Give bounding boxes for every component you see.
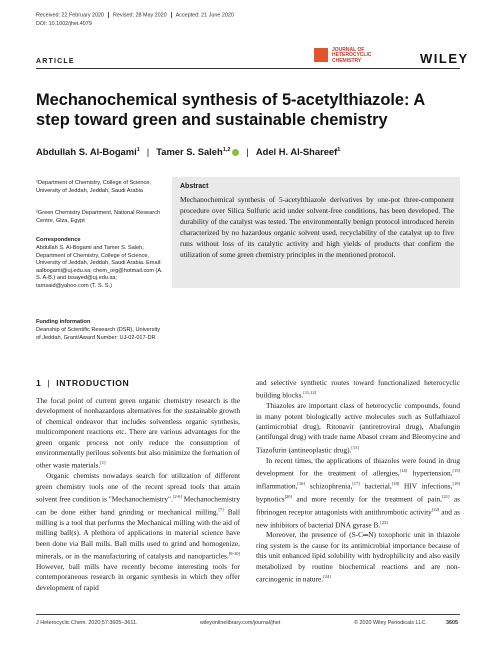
footer-rule (36, 614, 460, 615)
footer-copyright: © 2020 Wiley Periodicals LLC. (354, 620, 427, 626)
paragraph: and selective synthetic routes toward functionalized heterocyclic building blocks.[11,12] (256, 378, 460, 400)
funding-heading (36, 319, 164, 327)
orcid-icon[interactable] (232, 149, 239, 156)
abstract-heading: Abstract (180, 183, 209, 190)
left-column (36, 396, 240, 593)
paragraph: In recent times, the applications of thiazoles were found in drug development for the treatment of allergies,[14] hypertension,[15] inflammation,[16] schizophrenia,[17] bacterial,[18] HIV infections,[19] hypnotics[20] and more recently for the treatment of pain,[21] as fibrinogen receptor antagonists with antithrombotic activity[22] and as new inhibitors of bacterial DNA gyrase B.[23] (256, 455, 460, 529)
citation-ref[interactable]: [21] (442, 493, 450, 499)
citation-ref[interactable]: [19] (452, 480, 460, 486)
correspondence-heading (36, 237, 164, 245)
accepted-date: Accepted: 21 June 2020 (175, 12, 234, 19)
correspondence-heading-text: Correspondence (36, 237, 81, 243)
paragraph: Moreover, the presence of (S-C═N) toxophoric unit in thiazole ring system is the cause for its antimicrobial importance because of this unit enhanced lipid solubility with hydrophilicity and also easily metabolized by routine biochemical reactions and are non-carcinogenic in nature.[24] (256, 530, 460, 584)
journal-logo-text: JOURNAL OF HETEROCYCLIC CHEMISTRY (332, 47, 372, 64)
article-type: ARTICLE (36, 58, 75, 65)
citation-ref[interactable]: [8-10] (228, 551, 240, 556)
citation-ref[interactable]: [2-6] (172, 494, 182, 500)
footer-url[interactable]: wileyonlinelibrary.com/journal/jhet (200, 620, 281, 626)
citation-ref[interactable]: [24] (323, 573, 331, 579)
author-name[interactable]: Abdullah S. Al-Bogami (36, 146, 137, 157)
header-rule (36, 68, 460, 69)
citation-ref[interactable]: [17] (352, 480, 360, 486)
author-list (36, 146, 340, 157)
divider (171, 12, 172, 18)
article-dates (36, 12, 460, 18)
abstract-text: Mechanochemical synthesis of 5-acetylthiazole derivatives by one-pot three-component procedure over Silica Sulfuric acid under solvent-free conditions, has been developed. The durability of the catalyst was tested. The environmentally benign protocol introduced herein characterized by no hazardous organic solvent used, recyclability of the catalyst up to five runs without loss of its catalytic activity and high yields of products that confirm the utilization of some green chemistry principles in the mentioned protocol. (180, 195, 454, 260)
funding-heading-text: Funding information (36, 319, 91, 325)
citation-ref[interactable]: [7] (218, 506, 224, 512)
citation-ref[interactable]: [14] (399, 468, 408, 474)
citation-ref[interactable]: [18] (391, 480, 400, 486)
author-name[interactable]: Adel H. Al-Shareef (255, 146, 338, 157)
citation-ref[interactable]: [15] (452, 468, 460, 474)
section-heading (36, 378, 129, 388)
publisher-logo: WILEY (420, 51, 469, 66)
divider: | (47, 378, 51, 388)
citation-ref[interactable]: [20] (284, 493, 293, 499)
paragraph: Organic chemists nowadays search for utilization of different green chemistry tools one of the recent spread tools that attain solvent free condition is "Mechanochemistry".[2-6] Mechanochemistry can be done either hand grinding or mechanical milling.[7] Ball milling is a tool that performs the Mechanical milling with the aid of milling ball(s). A plethora of applications in material science have been done via Ball mills. Ball mills used to grind and homogenize, minerals, or in the manufacturing of catalysts and nanoparticles.[8-10] However, ball mills have recently become interesting tools for contemporaneous research in organic synthesis in which they offer development of rapid (36, 471, 240, 592)
affiliation: ²Green Chemistry Department, National Research Centre, Giza, Egypt (36, 210, 161, 224)
doi[interactable]: DOI: 10.1002/jhet.4079 (36, 21, 92, 27)
received-date: Received: 22 February 2020 (36, 12, 105, 19)
citation-ref[interactable]: [16] (297, 480, 305, 486)
journal-logo (314, 48, 424, 70)
section-number: 1 (36, 378, 42, 388)
divider: | (146, 146, 150, 157)
citation-ref[interactable]: [13] (351, 444, 359, 450)
paragraph: The focal point of current green organic chemistry research is the development of nonhazardous alternatives for the sustainable growth of chemical endeavor that includes solventless organic synthesis, multicomponent reactions etc. There are various advantages for the green organic process not only reduce the consumption of environmentally perilous solvents but also minimize the formation of other waste materials.[1] (36, 396, 240, 470)
correspondence-text: Abdullah S. Al-Bogami and Tamer S. Saleh, Department of Chemistry, College of Science, University of Jeddah, Jeddah, Saudi Arabia. Email: aalbogami@uj.edu.sa; chem_org@hotmail.com (A. S. A-B.) and tssayed@uj.edu.sa; tamsaid@yahoo.com (T. S. S.) (36, 245, 163, 289)
citation-ref[interactable]: [1] (100, 460, 106, 466)
author-affiliation-marker: 1 (337, 146, 341, 153)
section-title: INTRODUCTION (56, 378, 130, 388)
affiliation: ¹Department of Chemistry, College of Science, University of Jeddah, Jeddah, Saudi Arabia (36, 180, 151, 194)
author-name[interactable]: Tamer S. Saleh (156, 146, 223, 157)
journal-logo-mark (314, 48, 328, 62)
page-title: Mechanochemical synthesis of 5-acetylthiazole: A step toward green and sustainable chemistry (36, 91, 425, 129)
paragraph: Thiazoles are important class of heterocyclic compounds, found in many potent biologically active molecules such as Sulfathiazol (antimicrobial drug), Ritonavir (antiretroviral drug), Abafungin (antifungal drug) with trade name Abasol cream and Bleomycine and Tiazofurin (antineoplastic drug).[13] (256, 401, 460, 455)
citation-ref[interactable]: [11,12] (303, 390, 317, 396)
footer-citation: J Heterocyclic Chem. 2020;57:3605–3611. (36, 620, 138, 626)
divider (108, 12, 109, 18)
citation-ref[interactable]: [22] (431, 506, 440, 512)
funding-text: Deanship of Scientific Research (DSR), University of Jeddah, Grant/Award Number: UJ-02-017-DR (36, 327, 161, 341)
author-affiliation-marker: 1,2 (222, 146, 231, 153)
page-number: 3605 (446, 620, 458, 626)
citation-ref[interactable]: [23] (380, 519, 388, 525)
revised-date: Revised: 28 May 2020 (113, 12, 167, 19)
divider: | (246, 146, 249, 157)
author-affiliation-marker: 1 (136, 146, 140, 153)
right-column (256, 378, 460, 585)
